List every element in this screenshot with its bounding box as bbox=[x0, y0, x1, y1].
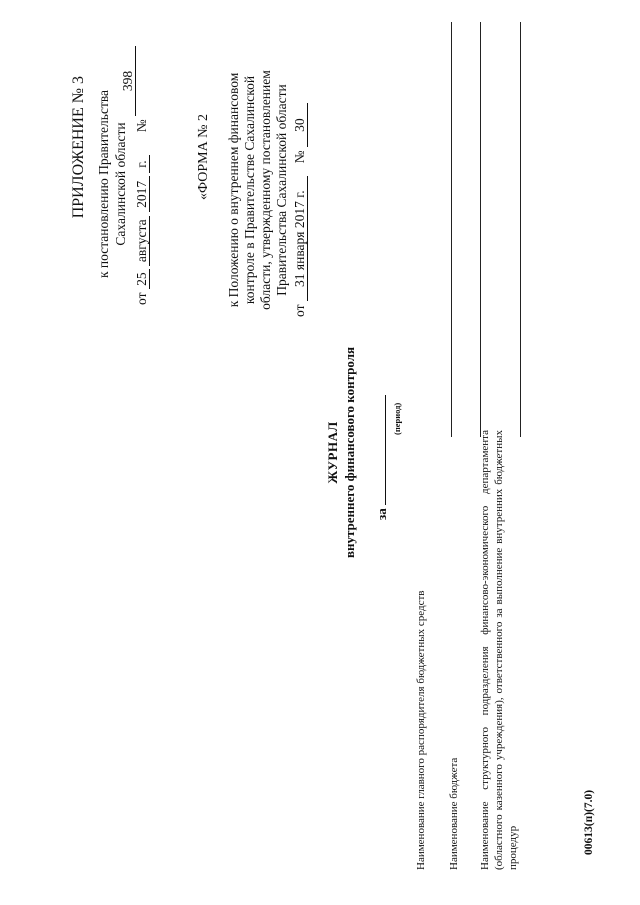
form-number: 30 bbox=[293, 103, 308, 147]
appendix-from-label: от bbox=[134, 292, 149, 305]
appendix-year-suffix: г. bbox=[135, 155, 150, 173]
chief-administrator-label: Наименование главного распорядителя бюджетных средств bbox=[415, 590, 427, 870]
form-number-label: № bbox=[292, 150, 307, 164]
form-date: 31 января 2017 г. bbox=[293, 176, 308, 301]
appendix-number: 398 bbox=[121, 46, 136, 116]
document-code: 00613(п)(7.0) bbox=[583, 789, 595, 855]
department-field[interactable] bbox=[520, 22, 521, 437]
appendix-line1: к постановлению Правительства bbox=[96, 89, 111, 279]
appendix-day: 25 bbox=[135, 269, 150, 289]
form-title: «ФОРМА № 2 bbox=[196, 113, 211, 200]
period-label: (период) bbox=[392, 402, 402, 435]
appendix-line2: Сахалинской области bbox=[113, 122, 128, 246]
appendix-month: августа bbox=[135, 216, 150, 266]
appendix-year: 2017 bbox=[135, 176, 150, 212]
journal-title: ЖУРНАЛ bbox=[325, 421, 340, 484]
budget-label: Наименование бюджета bbox=[448, 757, 460, 870]
period-input-line bbox=[385, 395, 386, 505]
form-text: к Положению о внутреннем финансовом контроле в Правительстве Сахалинской области, утвержденному постановлением Правительства Сахалинской области bbox=[226, 70, 289, 310]
department-label: Наименование структурного подразделения финансово-экономического департамента (областного казенного учреждения), ответственного за выполнение внутренних бюджетных процедур bbox=[479, 430, 519, 870]
appendix-title: ПРИЛОЖЕНИЕ № 3 bbox=[70, 76, 87, 219]
chief-administrator-field[interactable] bbox=[451, 22, 452, 437]
period-row bbox=[374, 395, 390, 520]
period-prefix: за bbox=[374, 508, 389, 520]
form-date-row bbox=[292, 103, 308, 317]
appendix-number-label: № bbox=[134, 119, 149, 133]
form-from-label: от bbox=[292, 304, 307, 317]
budget-field[interactable] bbox=[480, 22, 481, 437]
journal-subtitle: внутреннего финансового контроля bbox=[342, 346, 357, 559]
